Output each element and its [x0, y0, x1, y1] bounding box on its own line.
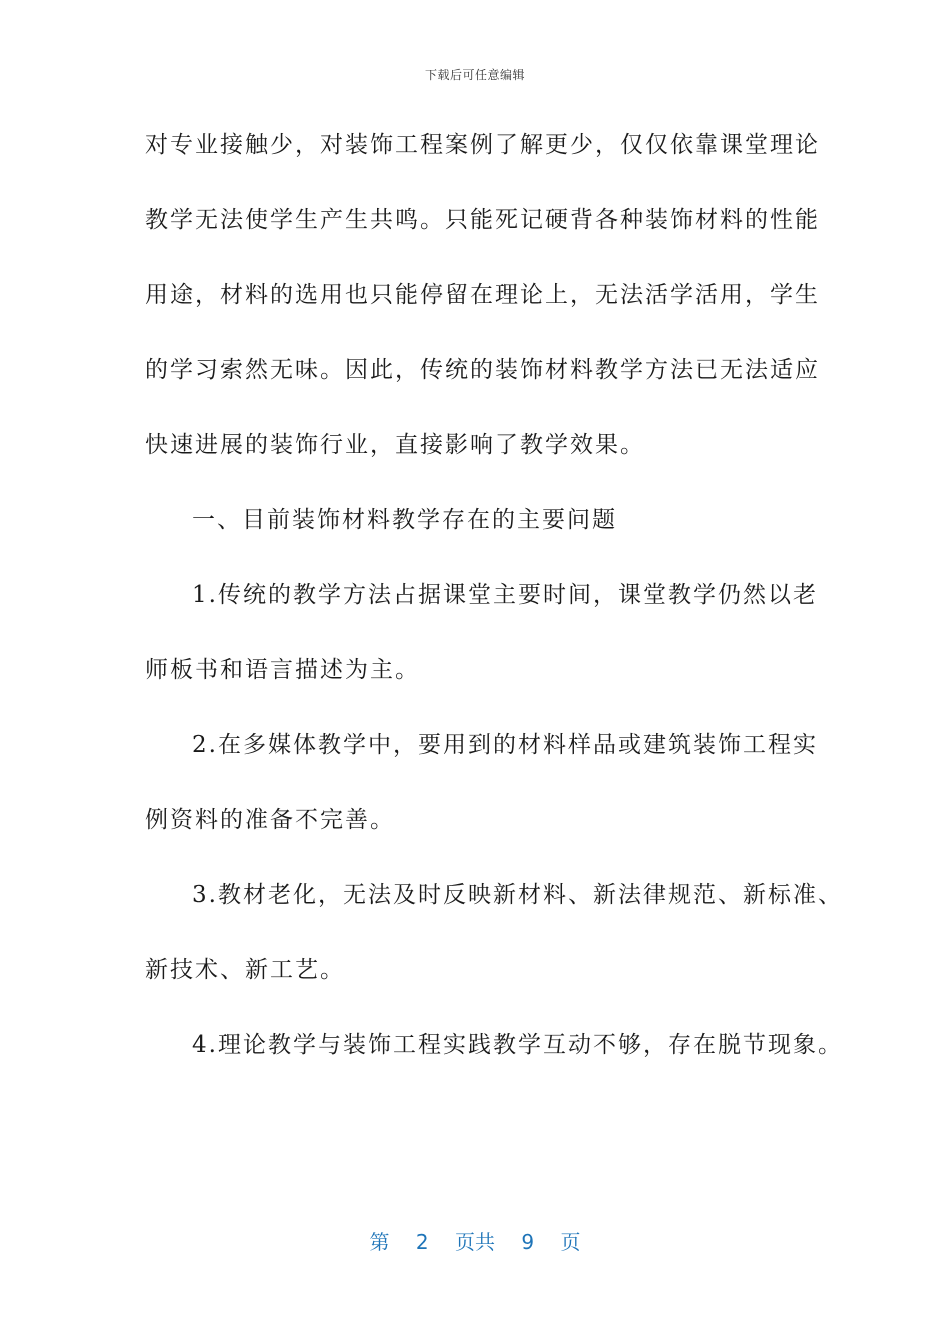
section-heading: 一、目前装饰材料教学存在的主要问题 — [192, 507, 617, 533]
paragraph-line: 快速进展的装饰行业，直接影响了教学效果。 — [145, 432, 645, 458]
list-item-continuation: 例资料的准备不完善。 — [145, 807, 395, 833]
list-item: 2.在多媒体教学中，要用到的材料样品或建筑装饰工程实 — [192, 732, 818, 758]
page-footer — [0, 1226, 950, 1255]
list-item: 4.理论教学与装饰工程实践教学互动不够，存在脱节现象。 — [192, 1032, 843, 1058]
footer-middle: 页共 — [455, 1230, 495, 1254]
paragraph-line: 用途，材料的选用也只能停留在理论上，无法活学活用，学生 — [145, 282, 820, 308]
footer-current-page: 2 — [415, 1230, 429, 1254]
list-item: 1.传统的教学方法占据课堂主要时间，课堂教学仍然以老 — [192, 582, 818, 608]
paragraph-line: 对专业接触少，对装饰工程案例了解更少，仅仅依靠课堂理论 — [145, 132, 820, 158]
paragraph-line: 教学无法使学生产生共鸣。只能死记硬背各种装饰材料的性能 — [145, 207, 820, 233]
footer-total-pages: 9 — [521, 1230, 535, 1254]
paragraph-line: 的学习索然无味。因此，传统的装饰材料教学方法已无法适应 — [145, 357, 820, 383]
page-header: 下载后可任意编辑 — [424, 68, 525, 82]
list-item: 3.教材老化，无法及时反映新材料、新法律规范、新标准、 — [192, 882, 843, 908]
footer-suffix: 页 — [560, 1230, 581, 1254]
footer-prefix: 第 — [369, 1230, 390, 1254]
list-item-continuation: 师板书和语言描述为主。 — [145, 657, 420, 683]
list-item-continuation: 新技术、新工艺。 — [145, 957, 345, 983]
